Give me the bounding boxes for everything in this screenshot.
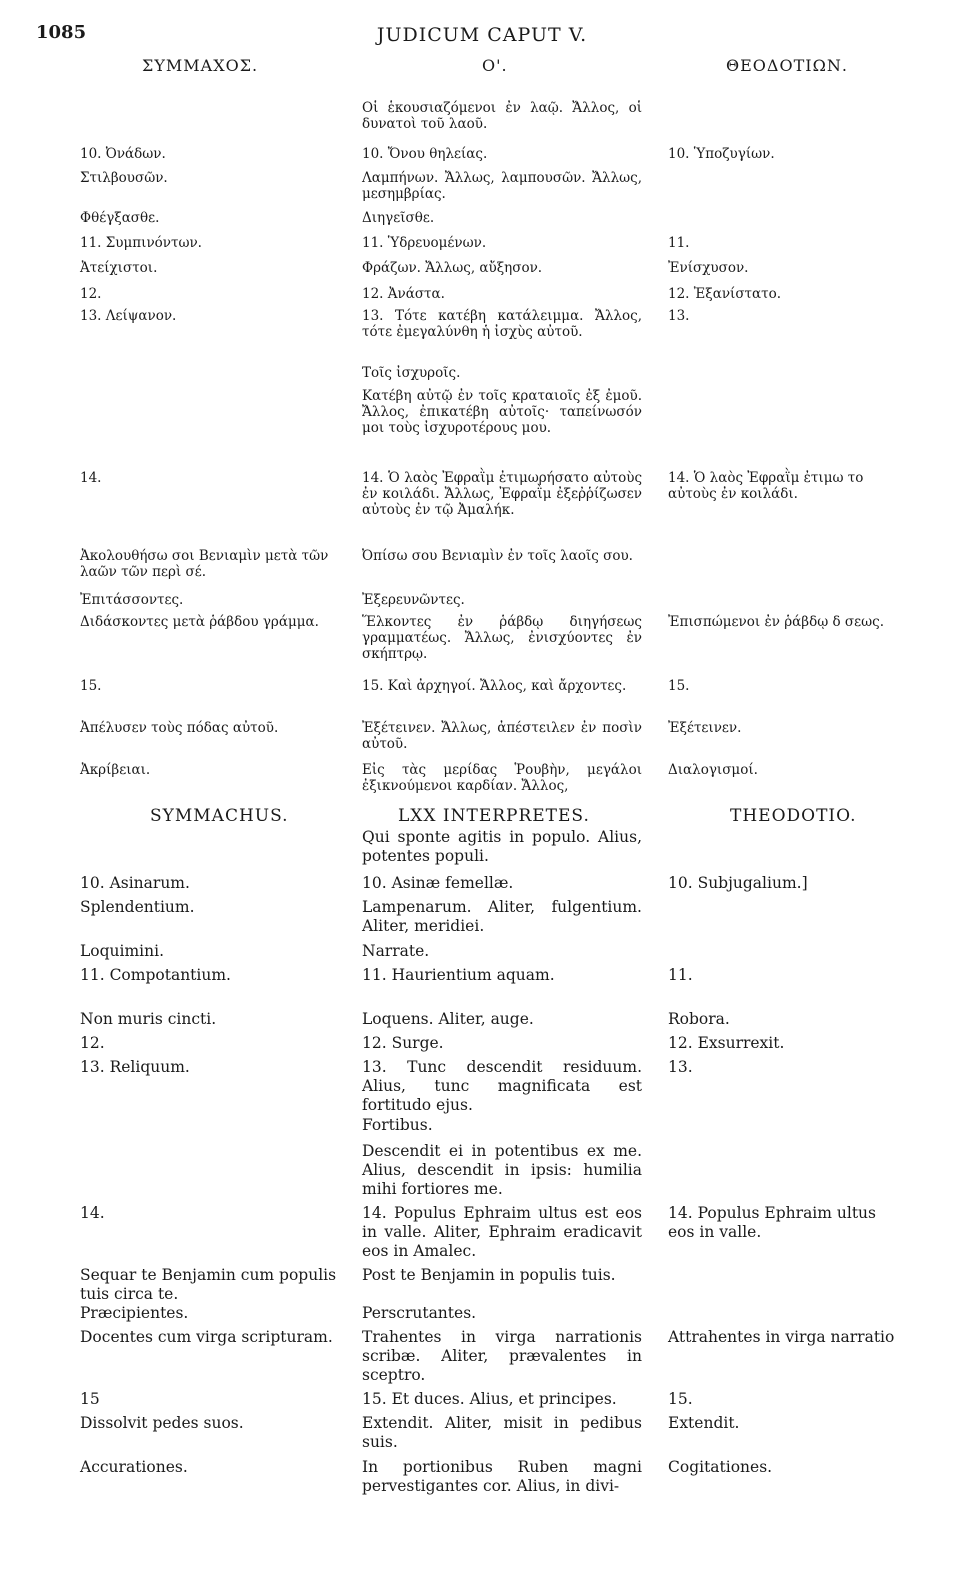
greek-left-cell: 14. — [80, 470, 102, 486]
latin-left-cell: 14. — [80, 1204, 105, 1222]
latin-center-cell: Qui sponte agitis in populo. Alius, potentes populi. — [362, 828, 642, 865]
greek-center-cell: Κατέβη αὐτῷ ἐν τοῖς κραταιοῖς ἐξ ἐμοῦ. Ἄλλος, ἐπικατέβη αὐτοῖς· ταπείνωσόν μοι τοὺς ἰσχυροτέρους μου. — [362, 388, 642, 436]
latin-left-cell: 10. Asinarum. — [80, 874, 190, 892]
latin-right-cell: Extendit. — [668, 1414, 740, 1432]
greek-center-cell: Ὀπίσω σου Βενιαμὶν ἐν τοῖς λαοῖς σου. — [362, 548, 633, 564]
greek-right-cell: Ἐνίσχυσον. — [668, 260, 749, 276]
latin-header-theodotio: THEODOTIO. — [730, 806, 857, 826]
greek-left-cell: Ἐπιτάσσοντες. — [80, 592, 184, 608]
running-title: JUDICUM CAPUT V. — [376, 24, 588, 46]
latin-right-cell: 14. Populus Ephraim ultus eos in valle. — [668, 1204, 876, 1241]
greek-center-cell: Εἰς τὰς μερίδας Ῥουβὴν, μεγάλοι ἐξικνούμενοι καρδίαν. Ἄλλος, — [362, 762, 642, 794]
latin-left-cell: 15 — [80, 1390, 100, 1408]
latin-center-cell: 12. Surge. — [362, 1034, 444, 1052]
greek-right-cell: Διαλογισμοί. — [668, 762, 758, 778]
greek-center-cell: Οἱ ἑκουσιαζόμενοι ἐν λαῷ. Ἄλλος, οἱ δυνατοὶ τοῦ λαοῦ. — [362, 100, 642, 132]
greek-center-cell: Λαμπήνων. Ἄλλως, λαμπουσῶν. Ἄλλως, μεσημβρίας. — [362, 170, 642, 202]
latin-center-cell: Loquens. Aliter, auge. — [362, 1010, 534, 1028]
greek-right-cell: 10. Ὑποζυγίων. — [668, 146, 775, 162]
greek-left-cell: 12. — [80, 286, 102, 302]
greek-left-cell: 15. — [80, 678, 102, 694]
latin-left-cell: Præcipientes. — [80, 1304, 189, 1322]
greek-center-cell: Ἕλκοντες ἐν ῥάβδῳ διηγήσεως γραμματέως. Ἄλλως, ἐνισχύοντες ἐν σκήπτρῳ. — [362, 614, 642, 662]
greek-left-cell: Ἀκολουθήσω σοι Βενιαμὶν μετὰ τῶν λαῶν τῶν περὶ σέ. — [80, 548, 329, 580]
greek-center-cell: Φράζων. Ἄλλως, αὔξησον. — [362, 260, 543, 276]
page-number: 1085 — [36, 22, 87, 43]
latin-header-lxx: LXX INTERPRETES. — [398, 806, 590, 826]
latin-right-cell: 10. Subjugalium.] — [668, 874, 808, 892]
greek-left-cell: Ἀτείχιστοι. — [80, 260, 158, 276]
greek-center-cell: Τοῖς ἰσχυροῖς. — [362, 365, 461, 381]
latin-center-cell: 10. Asinæ femellæ. — [362, 874, 514, 892]
latin-left-cell: Dissolvit pedes suos. — [80, 1414, 244, 1432]
greek-center-cell: Ἐξερευνῶντες. — [362, 592, 465, 608]
latin-right-cell: 15. — [668, 1390, 693, 1408]
greek-left-cell: Στιλβουσῶν. — [80, 170, 168, 186]
greek-center-cell: Διηγεῖσθε. — [362, 210, 435, 226]
latin-left-cell: 11. Compotantium. — [80, 966, 231, 984]
latin-left-cell: Non muris cincti. — [80, 1010, 217, 1028]
latin-left-cell: Loquimini. — [80, 942, 165, 960]
latin-right-cell: 12. Exsurrexit. — [668, 1034, 785, 1052]
greek-center-cell: 11. Ὑδρευομένων. — [362, 235, 487, 251]
latin-left-cell: Accurationes. — [80, 1458, 188, 1476]
greek-center-cell: 12. Ἀνάστα. — [362, 286, 445, 302]
greek-left-cell: 10. Ὀνάδων. — [80, 146, 166, 162]
latin-center-cell: Fortibus. — [362, 1116, 433, 1134]
latin-center-cell: Trahentes in virga narrationis scribæ. Aliter, prævalentes in sceptro. — [362, 1328, 642, 1384]
latin-center-cell: Lampenarum. Aliter, fulgentium. Aliter, meridiei. — [362, 898, 642, 935]
latin-left-cell: Splendentium. — [80, 898, 195, 916]
latin-center-cell: 13. Tunc descendit residuum. Alius, tunc magnificata est fortitudo ejus. — [362, 1058, 642, 1114]
latin-center-cell: 15. Et duces. Alius, et principes. — [362, 1390, 617, 1408]
latin-right-cell: Attrahentes in virga narratio — [668, 1328, 895, 1346]
latin-right-cell: Robora. — [668, 1010, 730, 1028]
latin-left-cell: Sequar te Benjamin cum populis tuis circa te. — [80, 1266, 337, 1303]
greek-header-symmachus: ΣΥΜΜΑΧΟΣ. — [142, 56, 259, 75]
greek-right-cell: Ἐπισπώμενοι ἐν ῥάβδῳ δ σεως. — [668, 614, 884, 630]
greek-left-cell: Ἀκρίβειαι. — [80, 762, 151, 778]
latin-center-cell: 11. Haurientium aquam. — [362, 966, 555, 984]
greek-center-cell: 13. Τότε κατέβη κατάλειμμα. Ἄλλος, τότε ἐμεγαλύνθη ἡ ἰσχὺς αὐτοῦ. — [362, 308, 642, 340]
latin-right-cell: 11. — [668, 966, 693, 984]
latin-left-cell: Docentes cum virga scripturam. — [80, 1328, 333, 1346]
greek-header-lxx: Ο'. — [482, 56, 508, 75]
greek-center-cell: Ἐξέτεινεν. Ἄλλως, ἀπέστειλεν ἐν ποσὶν αὐτοῦ. — [362, 720, 642, 752]
greek-left-cell: 13. Λείψανον. — [80, 308, 177, 324]
greek-left-cell: Φθέγξασθε. — [80, 210, 160, 226]
latin-center-cell: Descendit ei in potentibus ex me. Alius, descendit in ipsis: humilia mihi fortiores me. — [362, 1142, 642, 1198]
greek-right-cell: 12. Ἐξανίστατο. — [668, 286, 782, 302]
latin-center-cell: Post te Benjamin in populis tuis. — [362, 1266, 616, 1284]
latin-left-cell: 12. — [80, 1034, 105, 1052]
latin-center-cell: Extendit. Aliter, misit in pedibus suis. — [362, 1414, 642, 1451]
greek-right-cell: 13. — [668, 308, 690, 324]
greek-header-theodotion: ΘΕΟΔΟΤΙΩΝ. — [726, 56, 848, 75]
greek-right-cell: Ἐξέτεινεν. — [668, 720, 742, 736]
greek-center-cell: 14. Ὁ λαὸς Ἐφραῒμ ἐτιμωρήσατο αὐτοὺς ἐν κοιλάδι. Ἄλλως, Ἐφραῒμ ἐξεῤῥίζωσεν αὐτοὺς ἐν τῷ Ἀμαλήκ. — [362, 470, 642, 518]
greek-right-cell: 15. — [668, 678, 690, 694]
latin-center-cell: In portionibus Ruben magni pervestigantes cor. Alius, in divi- — [362, 1458, 642, 1495]
greek-center-cell: 10. Ὄνου θηλείας. — [362, 146, 488, 162]
greek-center-cell: 15. Καὶ ἀρχηγοί. Ἄλλος, καὶ ἄρχοντες. — [362, 678, 627, 694]
latin-right-cell: 13. — [668, 1058, 693, 1076]
latin-left-cell: 13. Reliquum. — [80, 1058, 190, 1076]
latin-right-cell: Cogitationes. — [668, 1458, 773, 1476]
greek-right-cell: 14. Ὁ λαὸς Ἐφραῒμ ἐτιμω το αὐτοὺς ἐν κοιλάδι. — [668, 470, 864, 502]
latin-center-cell: Narrate. — [362, 942, 430, 960]
greek-left-cell: 11. Συμπινόντων. — [80, 235, 202, 251]
latin-center-cell: Perscrutantes. — [362, 1304, 477, 1322]
latin-center-cell: 14. Populus Ephraim ultus est eos in valle. Aliter, Ephraim eradicavit eos in Amalec. — [362, 1204, 642, 1260]
greek-left-cell: Ἀπέλυσεν τοὺς πόδας αὐτοῦ. — [80, 720, 279, 736]
greek-left-cell: Διδάσκοντες μετὰ ῥάβδου γράμμα. — [80, 614, 319, 630]
greek-right-cell: 11. — [668, 235, 690, 251]
latin-header-symmachus: SYMMACHUS. — [150, 806, 289, 826]
